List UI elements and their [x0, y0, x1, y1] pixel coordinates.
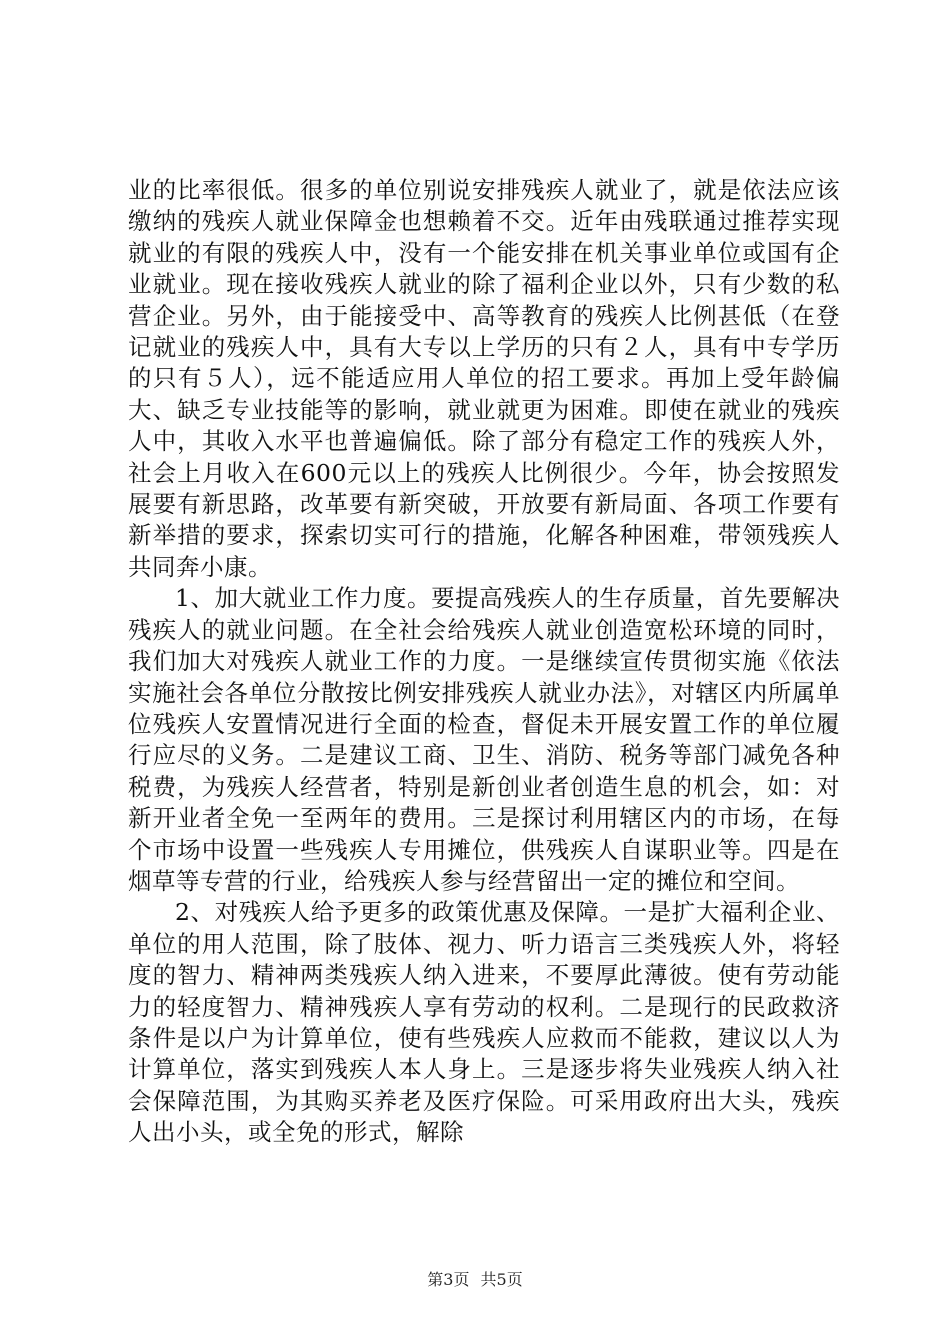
- paragraph-continued: 业的比率很低。很多的单位别说安排残疾人就业了，就是依法应该缴纳的残疾人就业保障金也想赖着不交。近年由残联通过推荐实现就业的有限的残疾人中，没有一个能安排在机关事业单位或国有企业就业。现在接收残疾人就业的除了福利企业以外，只有少数的私营企业。另外，由于能接受中、高等教育的残疾人比例甚低（在登记就业的残疾人中，具有大专以上学历的只有２人，具有中专学历的只有５人），远不能适应用人单位的招工要求。再加上受年龄偏大、缺乏专业技能等的影响，就业就更为困难。即使在就业的残疾人中，其收入水平也普遍偏低。除了部分有稳定工作的残疾人外，社会上月收入在600元以上的残疾人比例很少。今年，协会按照发展要有新思路，改革要有新突破，开放要有新局面、各项工作要有新举措的要求，探索切实可行的措施，化解各种困难，带领残疾人共同奔小康。: [128, 176, 840, 581]
- paragraph-policy-support: 2、对残疾人给予更多的政策优惠及保障。一是扩大福利企业、单位的用人范围，除了肢体、视力、听力语言三类残疾人外，将轻度的智力、精神两类残疾人纳入进来，不要厚此薄彼。使有劳动能力的轻度智力、精神残疾人享有劳动的权利。二是现行的民政救济条件是以户为计算单位，使有些残疾人应救而不能救，建议以人为计算单位，落实到残疾人本人身上。三是逐步将失业残疾人纳入社会保障范围，为其购买养老及医疗保险。可采用政府出大头，残疾人出小头，或全免的形式，解除: [128, 898, 840, 1147]
- paragraph-employment-effort: 1、加大就业工作力度。要提高残疾人的生存质量，首先要解决残疾人的就业问题。在全社会给残疾人就业创造宽松环境的同时，我们加大对残疾人就业工作的力度。一是继续宣传贯彻实施《依法实施社会各单位分散按比例安排残疾人就业办法》，对辖区内所属单位残疾人安置情况进行全面的检查，督促未开展安置工作的单位履行应尽的义务。二是建议工商、卫生、消防、税务等部门减免各种税费，为残疾人经营者，特别是新创业者创造生息的机会，如：对新开业者全免一至两年的费用。三是探讨利用辖区内的市场，在每个市场中设置一些残疾人专用摊位，供残疾人自谋职业等。四是在烟草等专营的行业，给残疾人参与经营留出一定的摊位和空间。: [128, 584, 840, 895]
- page-total: 共5页: [480, 1270, 523, 1289]
- document-body: [128, 175, 840, 1149]
- page-footer: [0, 1270, 950, 1290]
- page-number: 第3页: [427, 1270, 470, 1289]
